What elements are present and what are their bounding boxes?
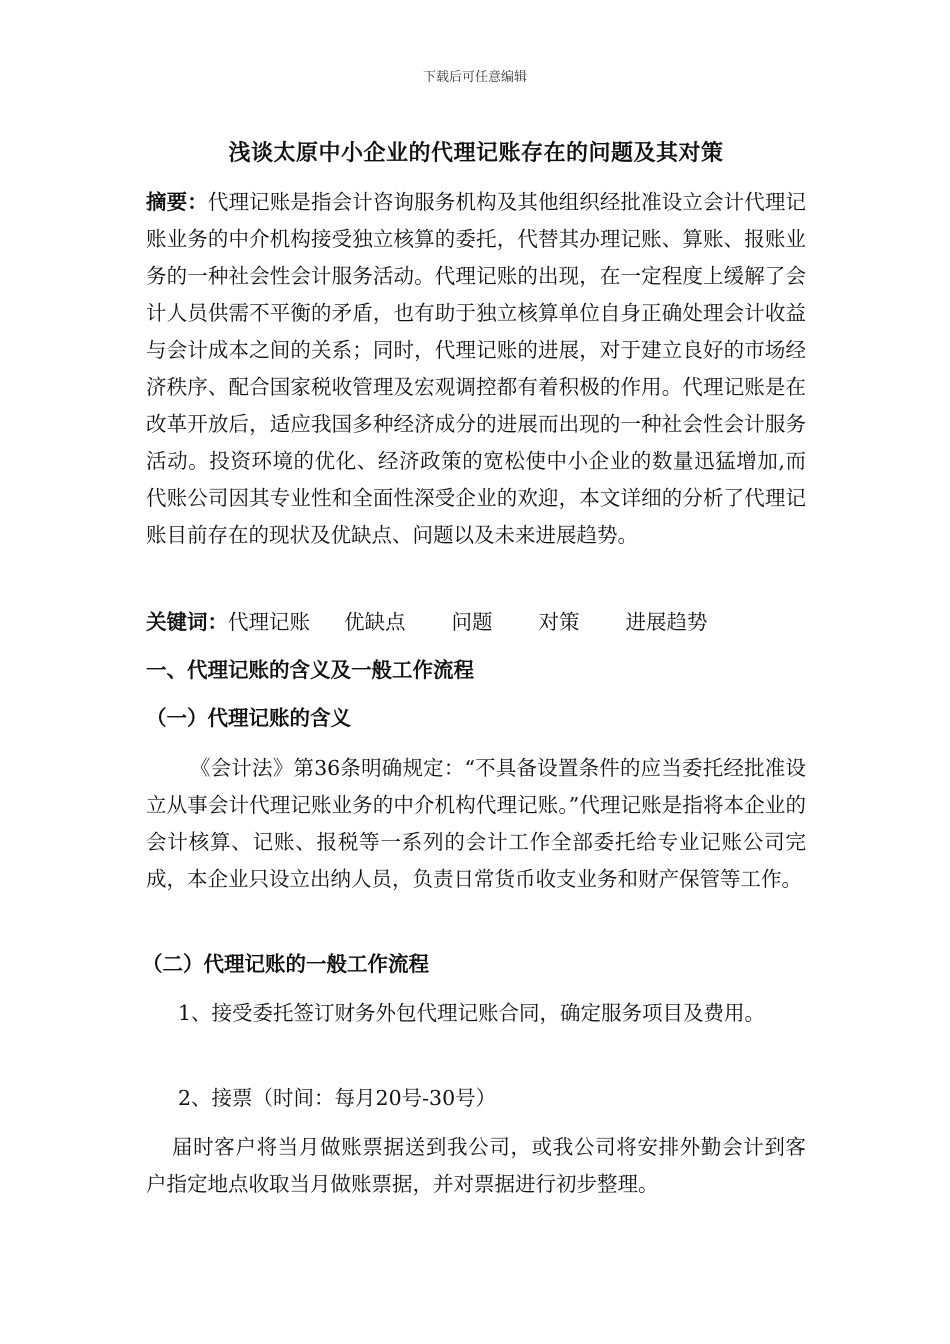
- keyword-item: 代理记账: [228, 610, 310, 634]
- abstract-label: 摘要：: [146, 190, 208, 214]
- abstract: [146, 184, 806, 554]
- keyword-item: 优缺点: [344, 610, 406, 634]
- document-title: 浅谈太原中小企业的代理记账存在的问题及其对策: [228, 140, 724, 166]
- page-header-note: 下载后可任意编辑: [422, 70, 527, 85]
- body-paragraph: 届时客户将当月做账票据送到我公司，或我公司将安排外勤会计到客户指定地点收取当月做账票据，并对票据进行初步整理。: [146, 1135, 806, 1196]
- body-paragraph: 《会计法》第36条明确规定：“不具备设置条件的应当委托经批准设立从事会计代理记账业务的中介机构代理记账。”代理记账是指将本企业的会计核算、记账、报税等一系列的会计工作全部委托给专业记账公司完成，本企业只设立出纳人员，负责日常货币收支业务和财产保管等工作。: [146, 756, 806, 891]
- keyword-item: 对策: [538, 610, 580, 634]
- keywords-line: [146, 604, 806, 641]
- section-heading: 一、代理记账的含义及一般工作流程: [146, 658, 474, 682]
- keywords-label: 关键词：: [146, 610, 228, 634]
- step-item: 1、接受委托签订财务外包代理记账合同，确定服务项目及费用。: [178, 1001, 766, 1025]
- subsection-heading: （一）代理记账的含义: [146, 706, 351, 730]
- keyword-item: 进展趋势: [625, 610, 708, 634]
- abstract-text: 代理记账是指会计咨询服务机构及其他组织经批准设立会计代理记账业务的中介机构接受独立核算的委托，代替其办理记账、算账、报账业务的一种社会性会计服务活动。代理记账的出现，在一定程度上缓解了会计人员供需不平衡的矛盾，也有助于独立核算单位自身正确处理会计收益与会计成本之间的关系；同时，代理记账的进展，对于建立良好的市场经济秩序、配合国家税收管理及宏观调控都有着积极的作用。代理记账是在改革开放后，适应我国多种经济成分的进展而出现的一种社会性会计服务活动。投资环境的优化、经济政策的宽松使中小企业的数量迅猛增加,而代账公司因其专业性和全面性深受企业的欢迎，本文详细的分析了代理记账目前存在的现状及优缺点、问题以及未来进展趋势。: [146, 190, 807, 547]
- keyword-item: 问题: [451, 610, 493, 634]
- step-item: 2、接票（时间：每月20号-30号）: [178, 1086, 497, 1110]
- subsection-heading: （二）代理记账的一般工作流程: [142, 952, 429, 976]
